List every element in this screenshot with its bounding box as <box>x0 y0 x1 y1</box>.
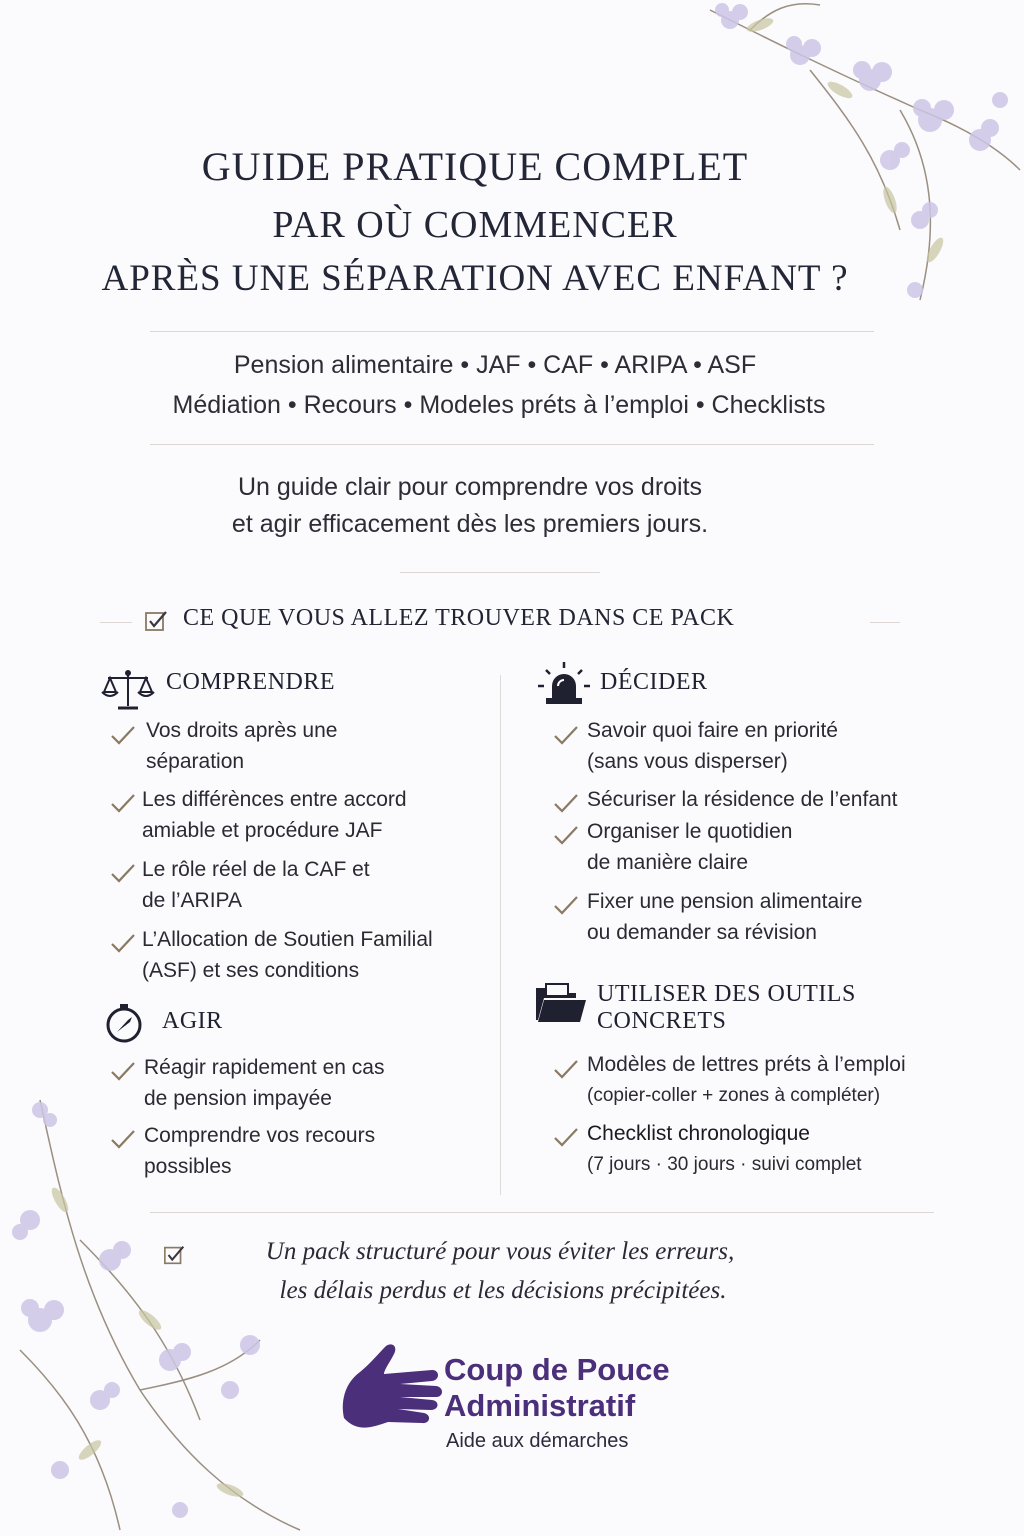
decider-item-2: Sécuriser la résidence de l’enfant <box>587 788 898 811</box>
tagline-line-2: les délais perdus et les décisions précipitées. <box>279 1277 727 1304</box>
check-icon <box>553 792 579 814</box>
topics-line-2: Médiation • Recours • Modeles préts à l’emploi • Checklists <box>172 391 826 419</box>
column-divider <box>500 675 501 1195</box>
title-line-2: PAR OÙ COMMENCER <box>272 204 678 246</box>
check-icon <box>110 1128 136 1150</box>
brand-name-line-2: Administratif <box>444 1388 636 1423</box>
check-icon <box>553 894 579 916</box>
alarm-light-icon <box>536 660 592 708</box>
comprendre-item-4: L’Allocation de Soutien Familial (ASF) et ses conditions <box>142 928 433 982</box>
outils-item-2: Checklist chronologique (7 jours · 30 jours · suivi complet <box>587 1122 862 1175</box>
check-icon <box>110 932 136 954</box>
comprendre-item-2: Les différènces entre accord amiable et procédure JAF <box>142 788 407 842</box>
intro-line-1: Un guide clair pour comprendre vos droits <box>237 473 703 501</box>
agir-item-1: Réagir rapidement en cas de pension impayée <box>144 1056 385 1110</box>
divider-short <box>400 572 600 573</box>
pack-heading: CE QUE VOUS ALLEZ TROUVER DANS CE PACK <box>183 605 735 631</box>
pack-heading-rule-left <box>100 622 132 623</box>
checkbox-icon <box>144 608 170 634</box>
title-line-3: APRÈS UNE SÉPARATION AVEC ENFANT ? <box>101 258 849 299</box>
check-icon <box>553 1126 579 1148</box>
brand-name-line-1: Coup de Pouce <box>444 1352 670 1387</box>
decider-item-1: Savoir quoi faire en priorité (sans vous disperser) <box>587 719 838 773</box>
outils-heading-line-2: CONCRETS <box>597 1008 727 1034</box>
check-icon <box>110 1060 136 1082</box>
brand-subtitle: Aide aux démarches <box>446 1430 629 1452</box>
check-icon <box>110 792 136 814</box>
check-icon <box>110 862 136 884</box>
comprendre-heading: COMPRENDRE <box>166 669 336 695</box>
topics-line-1: Pension alimentaire • JAF • CAF • ARIPA • ASF <box>233 351 757 379</box>
intro-line-2: et agir efficacement dès les premiers jours. <box>231 510 709 538</box>
pack-heading-rule-right <box>870 622 900 623</box>
title-line-1: GUIDE PRATIQUE COMPLET <box>201 144 749 189</box>
check-icon <box>553 724 579 746</box>
agir-item-2: Comprendre vos recours possibles <box>144 1124 376 1178</box>
outils-item-1: Modèles de lettres préts à l’emploi (copier-coller + zones à compléter) <box>587 1053 906 1106</box>
compass-icon <box>103 1002 145 1044</box>
decider-item-3: Organiser le quotidien de manière claire <box>587 820 793 874</box>
comprendre-item-1: Vos droits après une séparation <box>146 719 338 773</box>
folder-icon <box>532 980 588 1024</box>
decider-heading: DÉCIDER <box>600 669 708 695</box>
check-icon <box>553 824 579 846</box>
check-icon <box>553 1058 579 1080</box>
outils-heading-line-1: UTILISER DES OUTILS <box>597 981 856 1007</box>
decider-item-4: Fixer une pension alimentaire ou demander sa révision <box>587 890 863 944</box>
divider-top <box>150 331 874 332</box>
tagline-line-1: Un pack structuré pour vous éviter les erreurs, <box>265 1238 735 1265</box>
comprendre-item-3: Le rôle réel de la CAF et de l’ARIPA <box>142 858 370 912</box>
scales-of-justice-icon <box>100 668 156 712</box>
divider-middle <box>150 444 874 445</box>
hand-logo-icon <box>336 1340 446 1440</box>
check-icon <box>110 724 136 746</box>
agir-heading: AGIR <box>162 1008 223 1034</box>
divider-bottom <box>150 1212 934 1213</box>
